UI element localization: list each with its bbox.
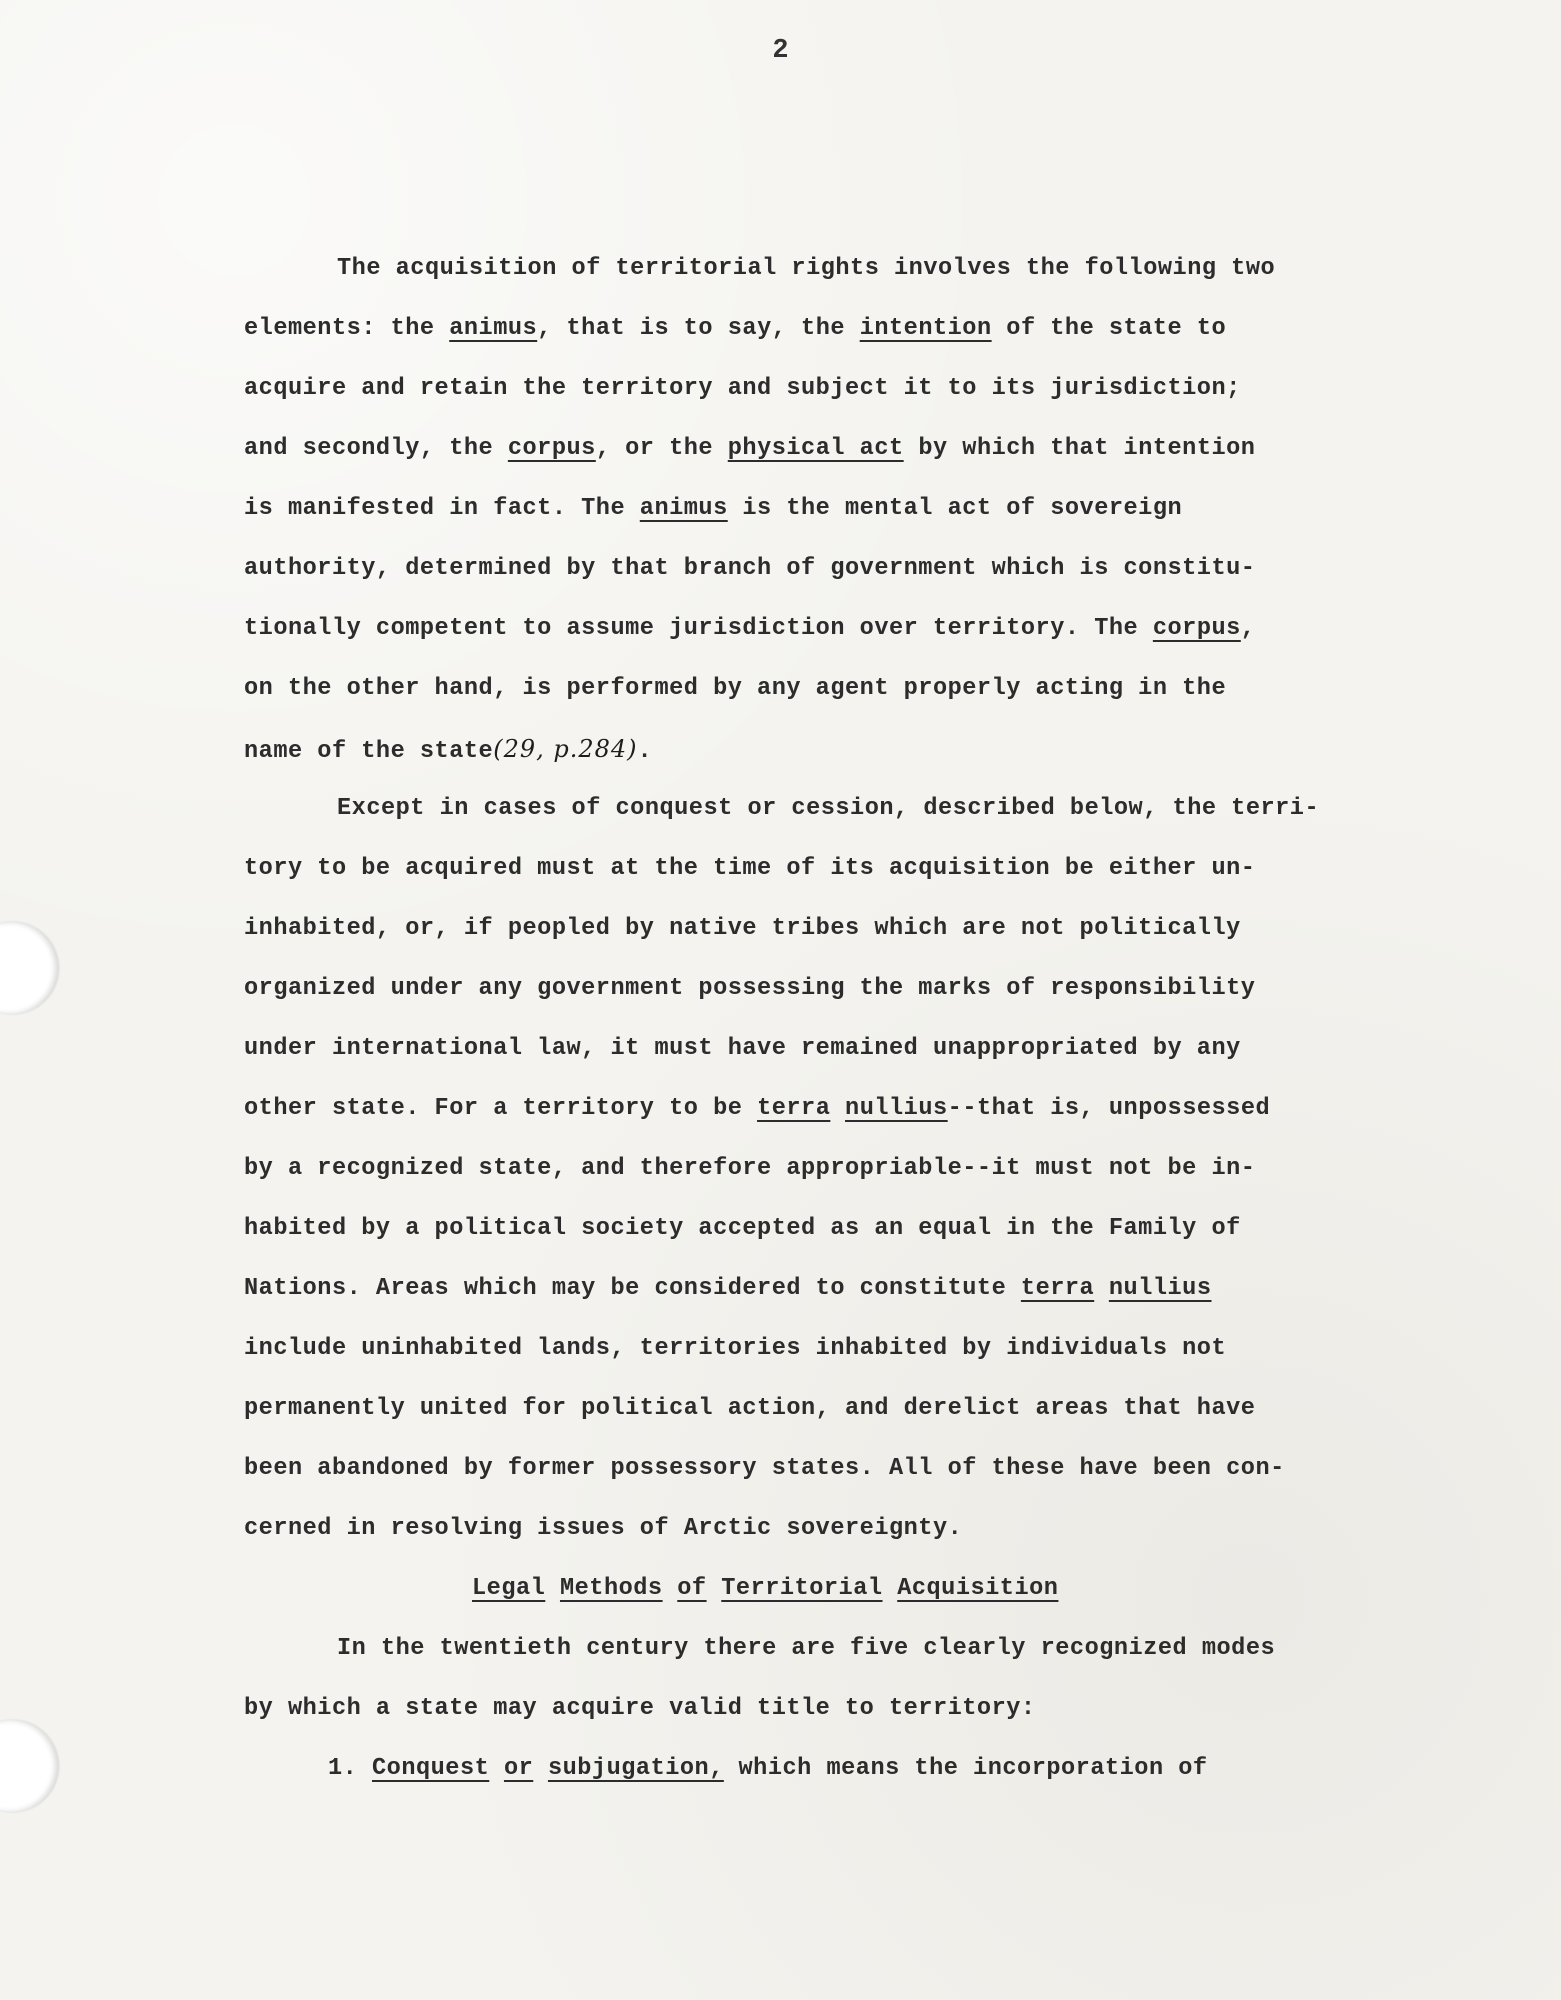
p1-line-4 xyxy=(244,424,1364,484)
underlined-animus-2: animus xyxy=(639,495,728,522)
underlined-corpus: corpus xyxy=(507,435,596,462)
handwritten-citation: (29, p.284) xyxy=(493,735,638,763)
underlined-terra-2: terra xyxy=(1020,1275,1095,1302)
heading-word-1: Legal xyxy=(472,1575,546,1602)
p2-line-11: permanently united for political action, and derelict areas that have xyxy=(244,1395,1256,1422)
p2-line-5: under international law, it must have remained unappropriated by any xyxy=(244,1035,1241,1062)
p2-line-6-space xyxy=(830,1095,845,1122)
list-item-1-rest: which means the incorporation of xyxy=(723,1755,1208,1782)
p2-line-4: organized under any government possessing the marks of responsibility xyxy=(244,975,1256,1002)
p1-line-9-text-a: name of the state xyxy=(244,738,494,765)
underlined-intention: intention xyxy=(859,315,992,342)
p1-line-2-text-b: , that is to say, the xyxy=(537,315,860,342)
p1-line-5-text-b: is the mental act of sovereign xyxy=(727,495,1183,522)
p2-line-6-text-b: --that is, unpossessed xyxy=(947,1095,1271,1122)
p1-line-2-text-c: of the state to xyxy=(991,315,1227,342)
p2-line-9 xyxy=(244,1264,1364,1324)
underlined-nullius: nullius xyxy=(845,1095,948,1122)
list-item-1-word-1: Conquest xyxy=(372,1755,490,1782)
section-heading xyxy=(244,1564,1364,1624)
p1-line-4-text-b: , or the xyxy=(595,435,728,462)
p1-line-8: on the other hand, is performed by any agent properly acting in the xyxy=(244,675,1227,702)
list-item-1-word-3: subjugation, xyxy=(547,1755,724,1782)
p2-line-2: tory to be acquired must at the time of its acquisition be either un- xyxy=(244,855,1256,882)
list-item-1 xyxy=(244,1744,1364,1804)
underlined-animus: animus xyxy=(449,315,538,342)
p1-line-2 xyxy=(244,304,1364,364)
p2-line-6-text-a: other state. For a territory to be xyxy=(244,1095,758,1122)
p2-line-9-text-a: Nations. Areas which may be considered to constitute xyxy=(244,1275,1021,1302)
p2-line-12: been abandoned by former possessory states. All of these have been con- xyxy=(244,1455,1285,1482)
p2-line-1: Except in cases of conquest or cession, described below, the terri- xyxy=(337,795,1320,822)
p1-line-1: The acquisition of territorial rights involves the following two xyxy=(337,255,1276,282)
heading-word-2: Methods xyxy=(559,1575,663,1602)
p1-line-3: acquire and retain the territory and subject it to its jurisdiction; xyxy=(244,375,1241,402)
p1-line-7-text-b: , xyxy=(1240,615,1256,642)
underlined-terra: terra xyxy=(757,1095,831,1122)
underlined-physical-act: physical act xyxy=(727,435,904,462)
p1-line-2-text-a: elements: the xyxy=(244,315,450,342)
underlined-nullius-2: nullius xyxy=(1108,1275,1212,1302)
heading-word-4: Territorial xyxy=(721,1575,883,1602)
binder-hole-upper xyxy=(0,922,58,1014)
p2-line-9-space xyxy=(1094,1275,1109,1302)
p1-line-6: authority, determined by that branch of government which is constitu- xyxy=(244,555,1256,582)
p2-line-3: inhabited, or, if peopled by native tribes which are not politically xyxy=(244,915,1241,942)
body-text xyxy=(244,244,1364,1804)
p1-line-4-text-c: by which that intention xyxy=(903,435,1256,462)
binder-hole-lower xyxy=(0,1720,58,1812)
p3-line-2: by which a state may acquire valid title to territory: xyxy=(244,1695,1036,1722)
p3-line-1: In the twentieth century there are five clearly recognized modes xyxy=(337,1635,1276,1662)
p2-line-7: by a recognized state, and therefore appropriable--it must not be in- xyxy=(244,1155,1256,1182)
list-item-1-word-2: or xyxy=(503,1755,534,1782)
p1-line-9-text-b: . xyxy=(637,738,653,765)
p1-line-7 xyxy=(244,604,1364,664)
underlined-corpus-2: corpus xyxy=(1152,615,1241,642)
p1-line-4-text-a: and secondly, the xyxy=(244,435,508,462)
heading-word-5: Acquisition xyxy=(897,1575,1059,1602)
p1-line-5 xyxy=(244,484,1364,544)
p1-line-5-text-a: is manifested in fact. The xyxy=(244,495,640,522)
page-number: 2 xyxy=(772,36,789,66)
p2-line-6 xyxy=(244,1084,1364,1144)
heading-word-3: of xyxy=(677,1575,707,1602)
p1-line-9 xyxy=(244,724,1364,784)
p1-line-7-text-a: tionally competent to assume jurisdiction over territory. The xyxy=(244,615,1153,642)
list-item-1-number: 1. xyxy=(328,1755,358,1782)
p2-line-13: cerned in resolving issues of Arctic sovereignty. xyxy=(244,1515,963,1542)
p2-line-8: habited by a political society accepted as an equal in the Family of xyxy=(244,1215,1241,1242)
p2-line-10: include uninhabited lands, territories inhabited by individuals not xyxy=(244,1335,1227,1362)
